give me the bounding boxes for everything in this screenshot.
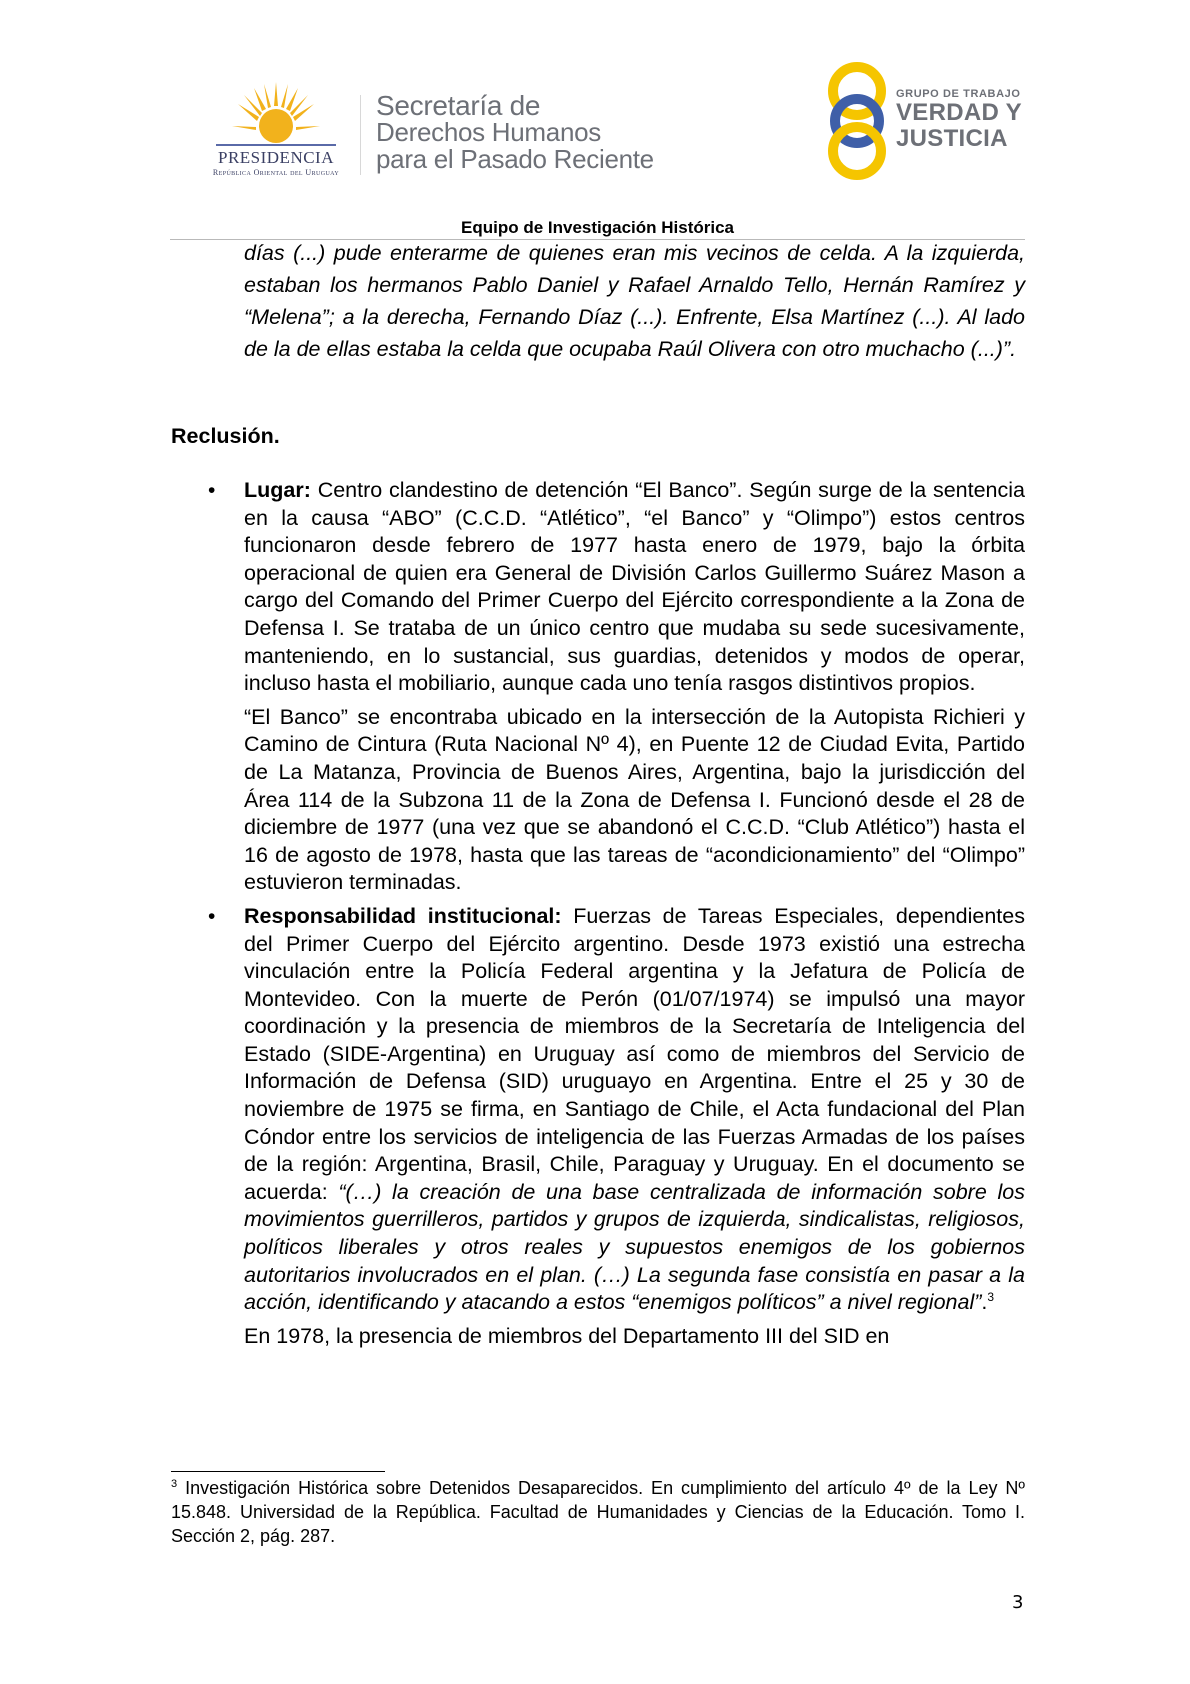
presidencia-subtitle: República Oriental del Uruguay bbox=[212, 168, 340, 177]
bullet: • bbox=[208, 479, 216, 502]
logo-divider bbox=[360, 95, 361, 175]
responsabilidad-label: Responsabilidad institucional: bbox=[244, 903, 562, 928]
secretaria-logo-text bbox=[376, 92, 654, 173]
presidencia-logo-text bbox=[196, 148, 356, 177]
lugar-label: Lugar: bbox=[244, 478, 311, 502]
secretaria-line-3: para el Pasado Reciente bbox=[376, 144, 654, 174]
responsabilidad-text: Fuerzas de Tareas Especiales, dependientes del Primer Cuerpo del Ejército argentino. Desde 1973 existió una estrecha vinculación entre la Policía Federal argentina y la Jefatura de Policía de Montevideo. Con la muerte de Perón (01/07/1974) se impulsó una mayor coordinación y la presencia de miembros de la Secretaría de Inteligencia del Estado (SIDE-Argentina) en Uruguay así como de miembros del Servicio de Información de Defensa (SID) uruguayo en Argentina. Entre el 25 y 30 de noviembre de 1975 se firma, en Santiago de Chile, el Acta fundacional del Plan Cóndor entre los servicios de inteligencia de las Fuerzas Armadas de los países de la región: Argentina, Brasil, Chile, Paraguay y Uruguay. En el documento se acuerda: bbox=[244, 903, 1025, 1204]
page-number: 3 bbox=[1012, 1592, 1024, 1613]
verdad-justicia-rings-icon bbox=[822, 58, 892, 183]
footnote-number: 3 bbox=[171, 1478, 178, 1490]
verdad-justicia-logo-text bbox=[896, 88, 1022, 152]
secretaria-line-2: Derechos Humanos bbox=[376, 117, 601, 147]
detail-list bbox=[208, 477, 1025, 1350]
bullet: • bbox=[208, 904, 216, 928]
footnote-ref: 3 bbox=[987, 1290, 995, 1305]
team-title: Equipo de Investigación Histórica bbox=[461, 218, 734, 237]
section-title: Reclusión. bbox=[171, 424, 280, 448]
list-item-lugar bbox=[208, 477, 1025, 897]
responsabilidad-paragraph-2: En 1978, la presencia de miembros del Departamento III del SID en bbox=[244, 1323, 890, 1348]
responsabilidad-paragraph bbox=[244, 903, 1025, 1317]
lugar-paragraph-2: “El Banco” se encontraba ubicado en la intersección de la Autopista Richieri y Camino de Cintura (Ruta Nacional Nº 4), en Puente 12 de Ciudad Evita, Partido de La Matanza, Provincia de Buenos Aires, Argentina, bajo la jurisdicción del Área 114 de la Subzona 11 de la Zona de Defensa I. Funcionó desde el 28 de diciembre de 1977 (una vez que se abandonó el C.C.D. “Club Atlético”) hasta el 16 de agosto de 1978, hasta que las tareas de “acondicionamiento” del “Olimpo” estuvieron terminadas. bbox=[244, 704, 1025, 895]
footnote bbox=[171, 1476, 1025, 1548]
testimony-quote-text: días (...) pude enterarme de quienes eran mis vecinos de celda. A la izquierda, estaban los hermanos Pablo Daniel y Rafael Arnaldo Tello, Hernán Ramírez y “Melena”; a la derecha, Fernando Díaz (...). Enfrente, Elsa Martínez (...). Al lado de la de ellas estaba la celda que ocupaba Raúl Olivera con otro muchacho (...)”. bbox=[244, 241, 1025, 361]
lugar-text: Centro clandestino de detención “El Banco”. Según surge de la sentencia en la causa “ABO” (C.C.D. “Atlético”, “el Banco” y “Olimpo”) estos centros funcionaron desde febrero de 1977 hasta enero de 1979, bajo la órbita operacional de quien era General de División Carlos Guillermo Suárez Mason a cargo del Comando del Primer Cuerpo del Ejército correspondiente a la Zona de Defensa I. Se trataba de un único centro que mudaba su sede sucesivamente, manteniendo, en lo sustancial, sus guardias, detenidos y modos de operar, incluso hasta el mobiliario, aunque cada uno tenía rasgos distintivos propios. bbox=[244, 478, 1025, 696]
plan-condor-quote: “(…) la creación de una base centralizada de información sobre los movimientos guerrilleros, partidos y grupos de izquierda, sindicalistas, religiosos, políticos liberales y otros reales y supuestos enemigos de los gobiernos autoritarios involucrados en el plan. (…) La segunda fase consistía en pasar a la acción, identificando y atacando a estos “enemigos políticos” a nivel regional” bbox=[244, 1179, 1025, 1315]
gvj-small-text: GRUPO DE TRABAJO bbox=[896, 88, 1021, 100]
lugar-paragraph bbox=[244, 477, 1025, 698]
list-item-responsabilidad bbox=[208, 903, 1025, 1351]
testimony-quote bbox=[244, 237, 1025, 365]
footnote-rule bbox=[171, 1471, 385, 1472]
quote-end-punct: . bbox=[981, 1290, 988, 1315]
gvj-line-2: JUSTICIA bbox=[896, 125, 1008, 152]
secretaria-line-1: Secretaría de bbox=[376, 90, 541, 121]
footnote-text: Investigación Histórica sobre Detenidos Desaparecidos. En cumplimiento del artículo 4º de la Ley Nº 15.848. Universidad de la República. Facultad de Humanidades y Ciencias de la Educación. Tomo I. Sección 2, pág. 287. bbox=[171, 1478, 1025, 1546]
page-header bbox=[0, 0, 1190, 237]
gvj-line-1: VERDAD Y bbox=[896, 99, 1022, 126]
presidencia-title: PRESIDENCIA bbox=[217, 148, 334, 167]
